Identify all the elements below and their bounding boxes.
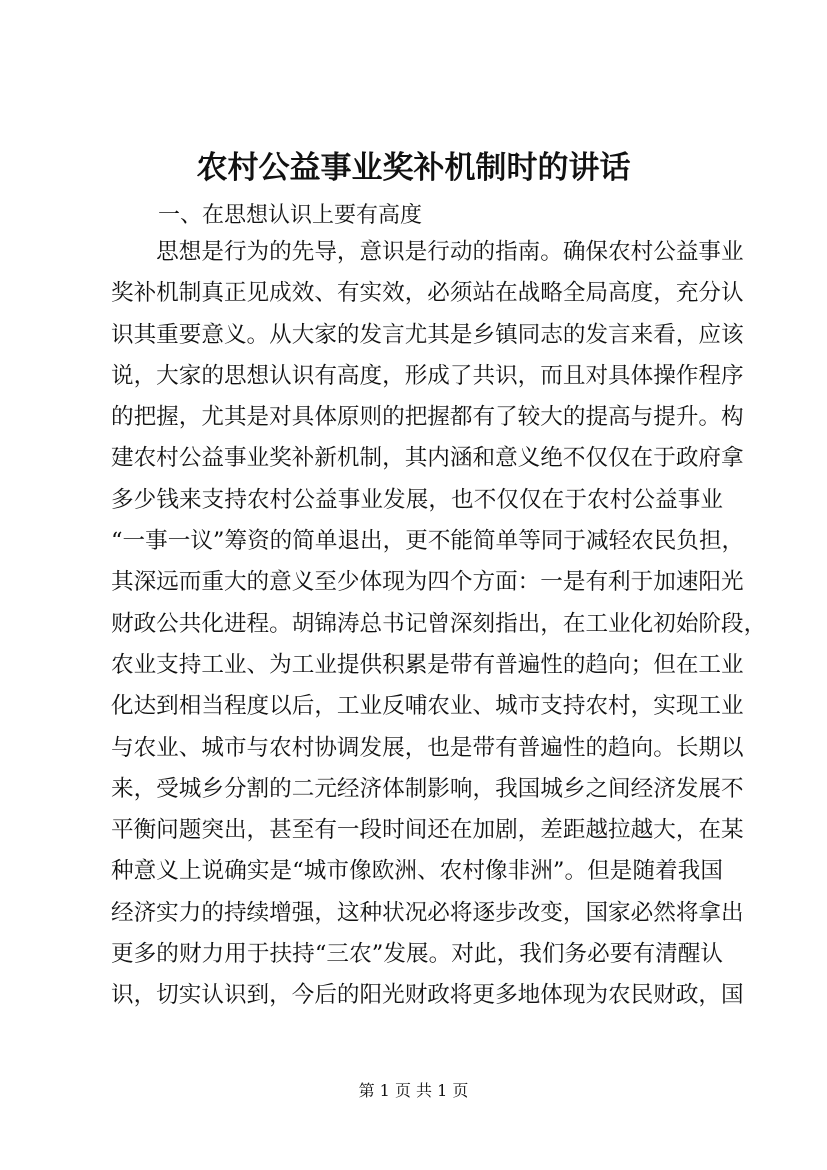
- text-line: 奖补机制真正见成效、有实效，必须站在战略全局高度，充分认: [111, 280, 744, 307]
- text-line: 化达到相当程度以后，工业反哺农业、城市支持农村，实现工业: [111, 693, 744, 720]
- document-title: 农村公益事业奖补机制时的讲话: [196, 150, 631, 186]
- text-line: 识，切实认识到，今后的阳光财政将更多地体现为农民财政，国: [111, 982, 744, 1009]
- text-line: 平衡问题突出，甚至有一段时间还在加剧，差距越拉越大，在某: [111, 817, 744, 844]
- text-line: 与农业、城市与农村协调发展，也是带有普遍性的趋向。长期以: [111, 734, 744, 761]
- text-line: 种意义上说确实是“城市像欧洲、农村像非洲”。但是随着我国: [111, 858, 723, 885]
- text-line: 农业支持工业、为工业提供积累是带有普遍性的趋向；但在工业: [111, 651, 744, 678]
- text-line: 建农村公益事业奖补新机制，其内涵和意义绝不仅仅在于政府拿: [111, 445, 744, 472]
- text-line: 思想是行为的先导，意识是行动的指南。确保农村公益事业: [111, 239, 744, 265]
- text-line: 财政公共化进程。胡锦涛总书记曾深刻指出，在工业化初始阶段，: [111, 610, 767, 637]
- page-footer: 第 1 页 共 1 页: [358, 1081, 469, 1100]
- text-line: 的把握，尤其是对具体原则的把握都有了较大的提高与提升。构: [111, 404, 744, 431]
- text-line: 来，受城乡分割的二元经济体制影响，我国城乡之间经济发展不: [111, 775, 744, 802]
- text-line: 更多的财力用于扶持“三农”发展。对此，我们务必要有清醒认: [111, 941, 723, 968]
- text-line: “一事一议”筹资的简单退出，更不能简单等同于减轻农民负担，: [111, 528, 745, 555]
- text-line: 说，大家的思想认识有高度，形成了共识，而且对具体操作程序: [111, 362, 744, 389]
- text-line: 识其重要意义。从大家的发言尤其是乡镇同志的发言来看，应该: [111, 321, 744, 348]
- section-heading: 一、在思想认识上要有高度: [158, 203, 423, 228]
- text-line: 经济实力的持续增强，这种状况必将逐步改变，国家必然将拿出: [111, 899, 744, 926]
- text-line: 多少钱来支持农村公益事业发展，也不仅仅在于农村公益事业: [111, 486, 723, 513]
- body-paragraph: [111, 232, 767, 1017]
- text-line: 其深远而重大的意义至少体现为四个方面：一是有利于加速阳光: [111, 569, 744, 596]
